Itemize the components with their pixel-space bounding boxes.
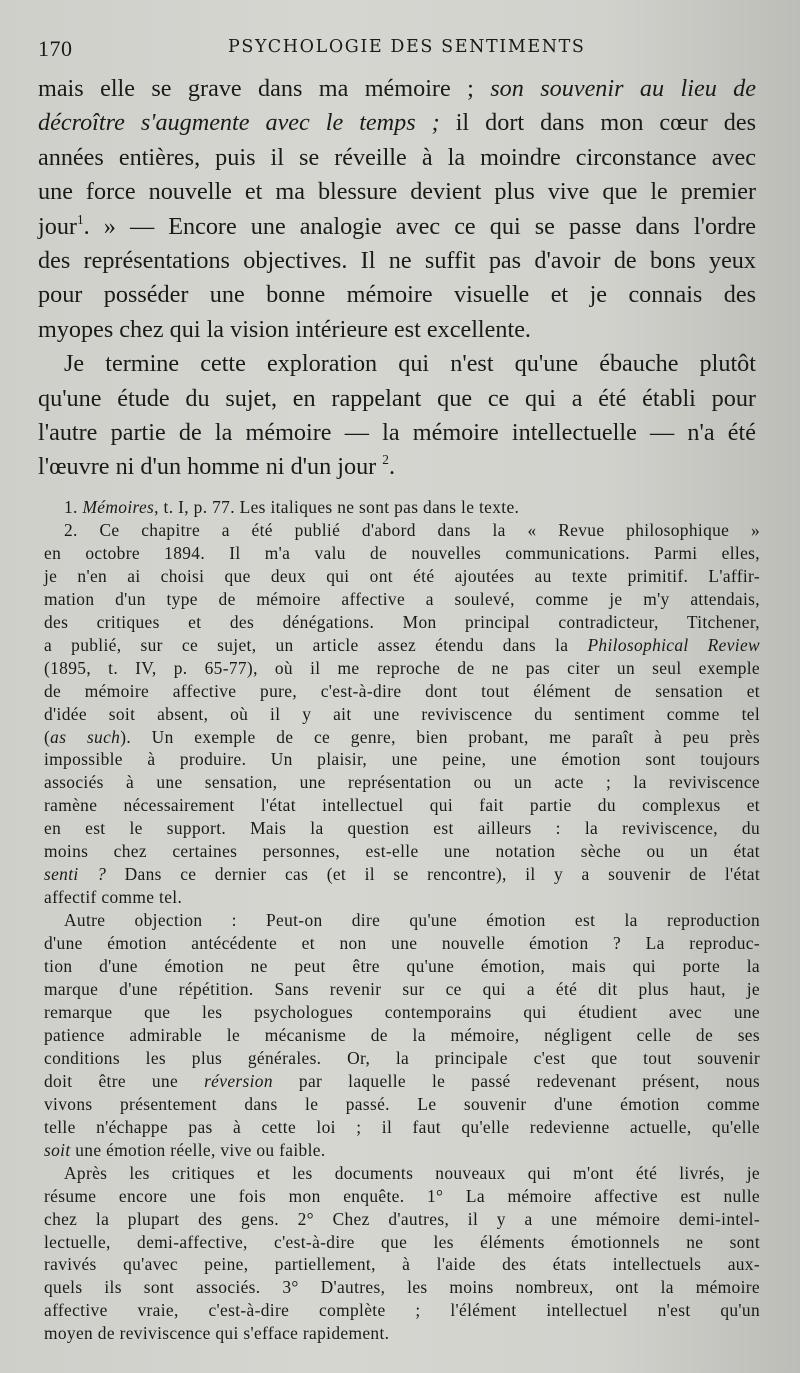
footnote-line: mation d'un type de mémoire affective a soulevé, comme je m'y attendais, [44, 588, 760, 609]
text-line: l'autre partie de la mémoire — la mémoire intellectuelle — n'a été [38, 419, 756, 447]
footnote-line: résume encore une fois mon enquête. 1° La mémoire affective est nulle [44, 1185, 760, 1206]
footnote-line: Autre objection : Peut-on dire qu'une émotion est la reproduction [64, 910, 760, 931]
footnote-line: moins chez certaines personnes, est-elle une notation sèche ou un état [44, 841, 760, 862]
main-text [38, 72, 756, 485]
running-head: PSYCHOLOGIE DES SENTIMENTS [228, 37, 586, 57]
footnote-line: 1. Mémoires, t. I, p. 77. Les italiques ne sont pas dans le texte. [64, 497, 520, 517]
footnote-line: ravivés qu'avec peine, partiellement, à l'aide des états intellectuels aux- [44, 1254, 760, 1275]
footnote-ref-2: 2 [382, 452, 389, 468]
text-line: années entières, puis il se réveille à la moindre circonstance avec [38, 143, 756, 171]
footnote-2 [44, 519, 760, 909]
footnote-line: associés à une sensation, une représentation ou un acte ; la reviviscence [44, 772, 760, 793]
text-line: pour posséder une bonne mémoire visuelle et je connais des [38, 281, 756, 309]
text-line: décroître s'augmente avec le temps ; il dort dans mon cœur des [38, 109, 757, 137]
footnote-line: doit être une réversion par laquelle le passé redevenant présent, nous [44, 1070, 760, 1091]
footnote-line: 2. Ce chapitre a été publié d'abord dans la « Revue philosophique » [64, 519, 760, 540]
text-line: une force nouvelle et ma blessure devient plus vive que le premier [38, 178, 756, 206]
footnote-line: je n'en ai choisi que deux qui ont été ajoutées au texte primitif. L'affir- [44, 565, 760, 586]
footnote-line: ramène nécessairement l'état intellectuel qui fait partie du complexus et [44, 795, 760, 816]
text-line: qu'une étude du sujet, en rappelant que ce qui a été établi pour [38, 384, 756, 412]
footnote-line: (1895, t. IV, p. 65-77), où il me reproche de ne pas citer un seul exemple [44, 657, 760, 678]
text-line: jour$^1$. » — Encore une analogie avec ce qui se passe dans l'ordre [38, 211, 756, 240]
paragraph-1 [38, 72, 756, 347]
footnote-line: quels ils sont associés. 3° D'autres, les moins nombreux, ont la mémoire [44, 1277, 760, 1298]
text-line: des représentations objectives. Il ne suffit pas d'avoir de bons yeux [38, 247, 756, 275]
footnote-line: affectif comme tel. [44, 887, 183, 908]
footnote-line: (as such). Un exemple de ce genre, bien probant, me paraît à peu près [44, 726, 760, 747]
footnote-line: de mémoire affective pure, c'est-à-dire dont tout élément de sensation et [44, 680, 760, 701]
footnote-line: en octobre 1894. Il m'a valu de nouvelles communications. Parmi elles, [44, 542, 760, 563]
footnote-line: lectuelle, demi-affective, c'est-à-dire que les éléments émotionnels ne sont [44, 1231, 760, 1252]
text-line: l'œuvre ni d'un homme ni d'un jour $^2$. [38, 452, 395, 481]
footnote-1 [44, 496, 760, 519]
footnote-line: moyen de reviviscence qui s'efface rapidement. [44, 1323, 390, 1344]
text-line: myopes chez qui la vision intérieure est excellente. [38, 315, 531, 343]
footnote-line: en est le support. Mais la question est ailleurs : la reviviscence, du [44, 818, 760, 839]
page-number: 170 [38, 36, 73, 61]
footnote-line: remarque que les psychologues contemporains qui étudient avec une [44, 1001, 760, 1022]
footnote-line: marque d'une répétition. Sans revenir sur ce qui a été dit plus haut, je [44, 979, 760, 1000]
footnote-line: soit une émotion réelle, vive ou faible. [44, 1139, 326, 1160]
footnote-line: des critiques et des dénégations. Mon principal contradicteur, Titchener, [44, 611, 760, 632]
footnote-line: conditions les plus générales. Or, la principale c'est que tout souvenir [44, 1047, 760, 1068]
footnote-2-paragraph-2 [44, 909, 760, 1161]
footnote-line: telle n'échappe pas à cette loi ; il faut qu'elle redevienne actuelle, qu'elle [44, 1116, 760, 1137]
footnote-line: chez la plupart des gens. 2° Chez d'autres, il y a une mémoire demi-intel- [44, 1208, 760, 1229]
footnote-line: tion d'une émotion ne peut être qu'une émotion, mais qui porte la [44, 956, 760, 977]
footnote-line: a publié, sur ce sujet, un article assez étendu dans la Philosophical Review [44, 634, 760, 655]
footnote-2-paragraph-3 [44, 1162, 760, 1346]
text-line: Je termine cette exploration qui n'est qu'une ébauche plutôt [64, 350, 756, 378]
footnote-ref-1: 1 [76, 211, 84, 227]
footnote-line: d'une émotion antécédente et non une nouvelle émotion ? La reproduc- [44, 933, 760, 954]
footnote-line: d'idée soit absent, où il y ait une reviviscence du sentiment comme tel [44, 703, 760, 724]
footnote-line: patience admirable le mécanisme de la mémoire, négligent celle de ses [44, 1024, 760, 1045]
paragraph-2 [38, 347, 756, 485]
footnote-line: senti ? Dans ce dernier cas (et il se rencontre), il y a souvenir de l'état [44, 864, 761, 885]
footnote-line: Après les critiques et les documents nouveaux qui m'ont été livrés, je [64, 1162, 760, 1183]
footnotes [44, 496, 760, 1345]
footnote-line: impossible à produire. Un plaisir, une peine, une émotion sont toujours [44, 749, 760, 770]
page-header [38, 36, 758, 66]
footnote-line: vivons présentement dans le passé. Le souvenir d'une émotion comme [44, 1093, 760, 1114]
footnote-line: affective vraie, c'est-à-dire complète ; l'élément intellectuel n'est qu'un [44, 1300, 760, 1321]
text-line: mais elle se grave dans ma mémoire ; son souvenir au lieu de [38, 75, 757, 102]
